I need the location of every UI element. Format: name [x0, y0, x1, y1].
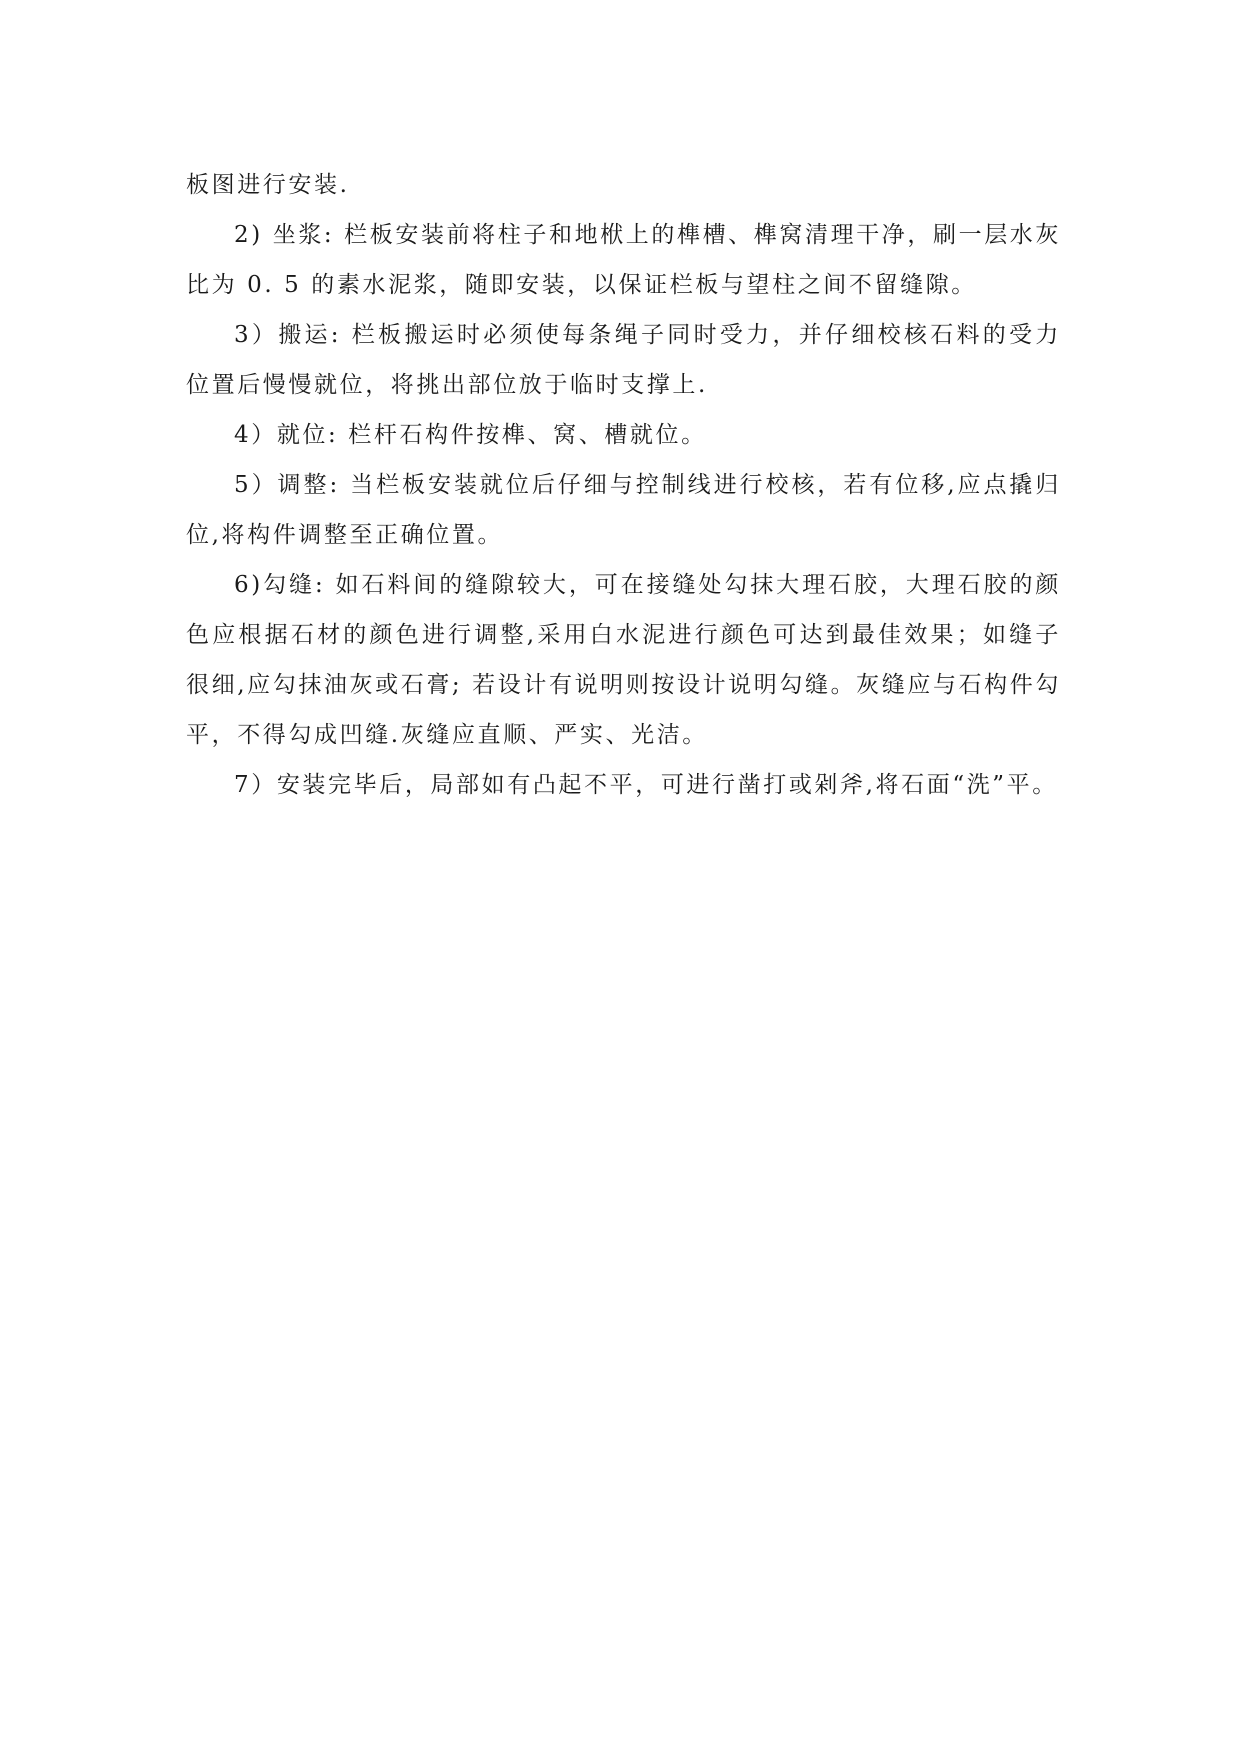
- paragraph-continuation: 板图进行安装.: [186, 172, 350, 198]
- paragraph-step-2-mortar-bedding: 2) 坐浆: 栏板安装前将柱子和地栿上的榫槽、榫窝清理干净，刷一层水灰比为 0. 5 的素水泥浆，随即安装，以保证栏板与望柱之间不留缝隙。: [186, 222, 1061, 298]
- paragraph-step-6-jointing: 6)勾缝: 如石料间的缝隙较大，可在接缝处勾抹大理石胶，大理石胶的颜色应根据石材的颜色进行调整,采用白水泥进行颜色可达到最佳效果；如缝子很细,应勾抹油灰或石膏; 若设计有说明则按设计说明勾缝。灰缝应与石构件勾平，不得勾成凹缝.灰缝应直顺、严实、光洁。: [186, 572, 1061, 748]
- paragraph-step-7-finishing: 7）安装完毕后，局部如有凸起不平，可进行凿打或剁斧,将石面“洗”平。: [234, 772, 1058, 798]
- document-body: [186, 160, 1061, 810]
- paragraph-step-3-transport: 3）搬运: 栏板搬运时必须使每条绳子同时受力，并仔细校核石料的受力位置后慢慢就位，将挑出部位放于临时支撑上.: [186, 322, 1061, 398]
- paragraph-step-5-adjustment: 5）调整: 当栏板安装就位后仔细与控制线进行校核，若有位移,应点撬归位,将构件调整至正确位置。: [186, 472, 1061, 548]
- paragraph-step-4-positioning: 4）就位: 栏杆石构件按榫、窝、槽就位。: [234, 422, 707, 448]
